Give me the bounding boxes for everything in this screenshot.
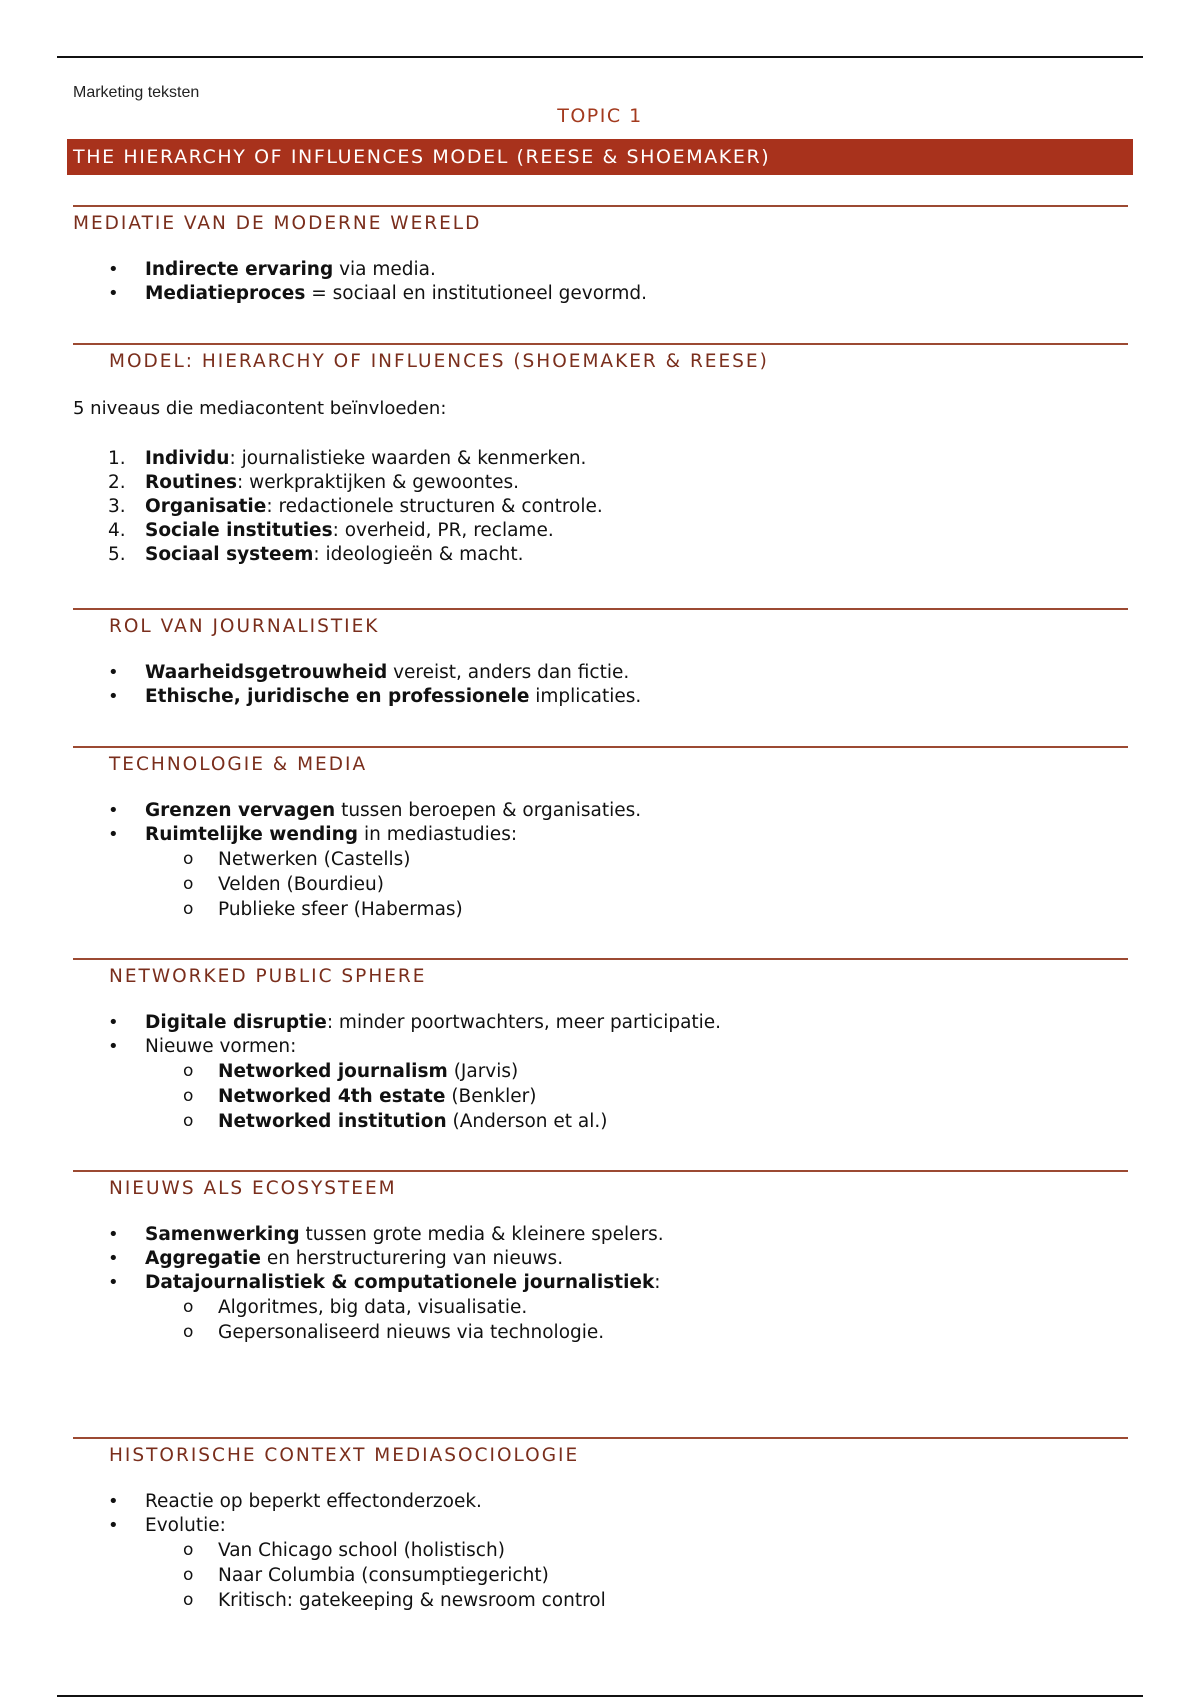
sub-list	[73, 1059, 1128, 1134]
item-bold: Samenwerking	[145, 1224, 300, 1245]
item-text: Evolutie:	[145, 1515, 226, 1536]
item-text: Nieuwe vormen:	[145, 1036, 297, 1057]
item-bold: Sociale instituties	[145, 520, 333, 541]
section-heading: HISTORISCHE CONTEXT MEDIASOCIOLOGIE	[109, 1445, 580, 1466]
sub-list	[73, 1295, 1128, 1345]
section-rule	[73, 1170, 1128, 1172]
item-text: Naar Columbia (consumptiegericht)	[218, 1565, 549, 1586]
document-header: Marketing teksten	[73, 84, 200, 101]
bullet-marker: •	[108, 1036, 119, 1057]
section-lead: 5 niveaus die mediacontent beïnvloeden:	[73, 398, 447, 419]
section-rule	[73, 958, 1128, 960]
list-item	[73, 495, 1128, 519]
item-bold: Grenzen vervagen	[145, 800, 336, 821]
section-model	[73, 343, 1128, 567]
item-text: : ideologieën & macht.	[313, 544, 524, 565]
item-text: in mediastudies:	[358, 824, 518, 845]
bullet-list	[73, 799, 1128, 847]
title-banner: THE HIERARCHY OF INFLUENCES MODEL (REESE & SHOEMAKER)	[67, 139, 1133, 175]
list-item	[73, 1011, 1128, 1035]
bullet-marker: •	[108, 259, 119, 280]
bullet-marker: •	[108, 1515, 119, 1536]
item-bold: Datajournalistiek & computationele journalistiek	[145, 1272, 655, 1293]
item-bold: Sociaal systeem	[145, 544, 314, 565]
section-historisch	[73, 1437, 1128, 1613]
sub-list	[73, 1538, 1128, 1613]
item-bold: Digitale disruptie	[145, 1012, 327, 1033]
item-text: (Anderson et al.)	[446, 1111, 608, 1132]
section-heading: MODEL: HIERARCHY OF INFLUENCES (SHOEMAKER & REESE)	[109, 351, 769, 372]
list-item	[73, 1490, 1128, 1514]
section-rol	[73, 608, 1128, 709]
item-text: Velden (Bourdieu)	[218, 874, 384, 895]
section-ecosysteem	[73, 1170, 1128, 1345]
item-text: (Benkler)	[445, 1086, 537, 1107]
sub-marker: o	[183, 1540, 194, 1560]
sub-marker: o	[183, 1297, 194, 1317]
item-text: Algoritmes, big data, visualisatie.	[218, 1297, 528, 1318]
item-text: : journalistieke waarden & kenmerken.	[229, 448, 587, 469]
sub-list-item	[73, 1295, 1128, 1320]
bullet-marker: •	[108, 662, 119, 683]
numbered-list	[73, 447, 1128, 567]
list-item	[73, 447, 1128, 471]
item-bold: Indirecte ervaring	[145, 259, 334, 280]
bullet-marker: •	[108, 1224, 119, 1245]
list-item	[73, 282, 1128, 306]
section-rule	[73, 205, 1128, 207]
sub-list-item	[73, 847, 1128, 872]
bullet-marker: •	[108, 686, 119, 707]
bullet-marker: •	[108, 824, 119, 845]
page-bottom-rule	[57, 1695, 1143, 1697]
item-text: en herstructurering van nieuws.	[260, 1248, 564, 1269]
bullet-list	[73, 258, 1128, 306]
item-text: Reactie op beperkt effectonderzoek.	[145, 1491, 482, 1512]
item-text: implicaties.	[529, 686, 642, 707]
bullet-list	[73, 1490, 1128, 1538]
item-text: Netwerken (Castells)	[218, 849, 411, 870]
sub-list-item	[73, 872, 1128, 897]
item-bold: Routines	[145, 472, 238, 493]
page-top-rule	[57, 56, 1143, 58]
item-text: (Jarvis)	[447, 1061, 519, 1082]
item-text: = sociaal en institutioneel gevormd.	[305, 283, 647, 304]
bullet-marker: •	[108, 1248, 119, 1269]
list-item	[73, 1223, 1128, 1247]
sub-marker: o	[183, 874, 194, 894]
section-heading: NIEUWS ALS ECOSYSTEEM	[109, 1178, 397, 1199]
section-rule	[73, 608, 1128, 610]
section-networked	[73, 958, 1128, 1134]
sub-marker: o	[183, 1322, 194, 1342]
section-heading: MEDIATIE VAN DE MODERNE WERELD	[73, 213, 482, 234]
sub-list	[73, 847, 1128, 922]
list-item	[73, 1035, 1128, 1059]
number-marker: 2.	[108, 472, 126, 493]
list-item	[73, 1514, 1128, 1538]
list-item	[73, 661, 1128, 685]
list-item	[73, 1271, 1128, 1295]
number-marker: 1.	[108, 448, 126, 469]
number-marker: 5.	[108, 544, 126, 565]
item-bold: Networked institution	[218, 1111, 447, 1132]
section-technologie	[73, 746, 1128, 922]
item-text: vereist, anders dan fictie.	[387, 662, 630, 683]
sub-marker: o	[183, 1565, 194, 1585]
sub-list-item	[73, 1084, 1128, 1109]
item-bold: Individu	[145, 448, 230, 469]
item-text: : redactionele structuren & controle.	[266, 496, 603, 517]
sub-list-item	[73, 1320, 1128, 1345]
number-marker: 4.	[108, 520, 126, 541]
list-item	[73, 258, 1128, 282]
sub-list-item	[73, 897, 1128, 922]
item-text: via media.	[333, 259, 436, 280]
section-heading: TECHNOLOGIE & MEDIA	[109, 754, 368, 775]
item-bold: Mediatieproces	[145, 283, 306, 304]
sub-marker: o	[183, 1111, 194, 1131]
bullet-list	[73, 1011, 1128, 1059]
sub-marker: o	[183, 1590, 194, 1610]
item-text: Van Chicago school (holistisch)	[218, 1540, 505, 1561]
list-item	[73, 799, 1128, 823]
item-bold: Ruimtelijke wending	[145, 824, 359, 845]
sub-marker: o	[183, 899, 194, 919]
section-heading: NETWORKED PUBLIC SPHERE	[109, 966, 427, 987]
bullet-marker: •	[108, 1491, 119, 1512]
item-text: Kritisch: gatekeeping & newsroom control	[218, 1590, 606, 1611]
item-text: :	[654, 1272, 661, 1293]
section-rule	[73, 746, 1128, 748]
sub-list-item	[73, 1059, 1128, 1084]
sub-marker: o	[183, 1086, 194, 1106]
bullet-list	[73, 1223, 1128, 1295]
list-item	[73, 543, 1128, 567]
bullet-marker: •	[108, 1272, 119, 1293]
section-rule	[73, 343, 1128, 345]
list-item	[73, 471, 1128, 495]
item-text: tussen grote media & kleinere spelers.	[299, 1224, 664, 1245]
item-bold: Networked journalism	[218, 1061, 448, 1082]
item-bold: Organisatie	[145, 496, 267, 517]
item-text: Publieke sfeer (Habermas)	[218, 899, 463, 920]
item-bold: Networked 4th estate	[218, 1086, 446, 1107]
bullet-marker: •	[108, 800, 119, 821]
list-item	[73, 823, 1128, 847]
bullet-list	[73, 661, 1128, 709]
item-text: : werkpraktijken & gewoontes.	[237, 472, 520, 493]
item-text: Gepersonaliseerd nieuws via technologie.	[218, 1322, 605, 1343]
number-marker: 3.	[108, 496, 126, 517]
item-text: : overheid, PR, reclame.	[332, 520, 554, 541]
section-mediatie	[73, 205, 1128, 306]
item-bold: Ethische, juridische en professionele	[145, 686, 530, 707]
sub-list-item	[73, 1109, 1128, 1134]
list-item	[73, 519, 1128, 543]
section-rule	[73, 1437, 1128, 1439]
sub-list-item	[73, 1588, 1128, 1613]
sub-marker: o	[183, 1061, 194, 1081]
sub-list-item	[73, 1538, 1128, 1563]
topic-label: TOPIC 1	[557, 105, 643, 127]
bullet-marker: •	[108, 283, 119, 304]
list-item	[73, 1247, 1128, 1271]
section-heading: ROL VAN JOURNALISTIEK	[109, 616, 380, 637]
bullet-marker: •	[108, 1012, 119, 1033]
sub-list-item	[73, 1563, 1128, 1588]
item-bold: Aggregatie	[145, 1248, 261, 1269]
item-bold: Waarheidsgetrouwheid	[145, 662, 388, 683]
sub-marker: o	[183, 849, 194, 869]
item-text: : minder poortwachters, meer participatie.	[326, 1012, 722, 1033]
item-text: tussen beroepen & organisaties.	[335, 800, 642, 821]
list-item	[73, 685, 1128, 709]
